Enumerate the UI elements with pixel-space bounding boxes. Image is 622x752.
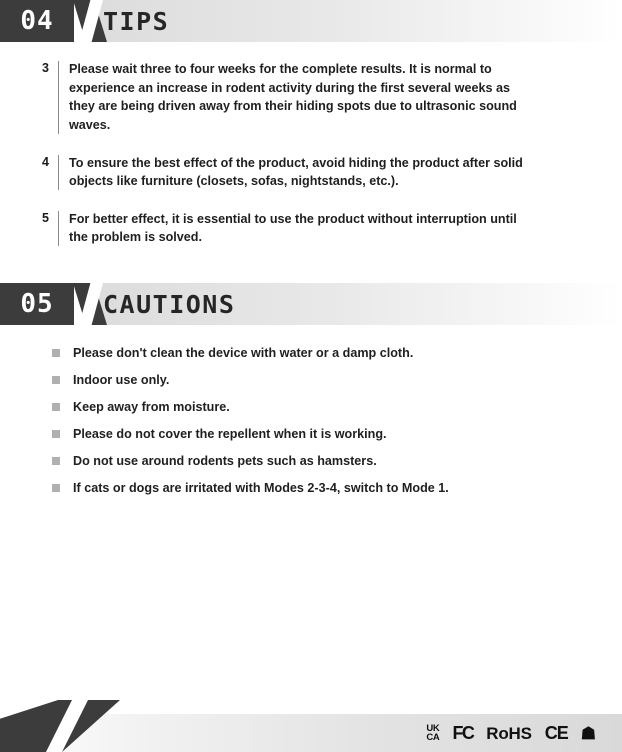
square-bullet-icon	[52, 457, 60, 465]
list-item-text: Do not use around rodents pets such as hamsters.	[73, 454, 377, 468]
section-number-04: 04	[0, 0, 74, 42]
square-bullet-icon	[52, 376, 60, 384]
list-item	[52, 480, 588, 497]
square-bullet-icon	[52, 430, 60, 438]
list-item-text: Please do not cover the repellent when it is working.	[73, 427, 387, 441]
cautions-list	[0, 325, 622, 513]
list-item-rule	[58, 211, 59, 246]
section-number-05: 05	[0, 283, 74, 325]
square-bullet-icon	[52, 349, 60, 357]
page-footer	[0, 700, 622, 752]
tips-list	[0, 42, 622, 253]
section-header-cautions	[0, 283, 622, 325]
list-item-text: For better effect, it is essential to use the product without interruption until the problem is solved.	[69, 211, 517, 245]
section-title-tips: TIPS	[103, 6, 170, 36]
list-item-rule	[58, 61, 59, 134]
list-item	[32, 210, 588, 247]
ukca-icon	[426, 724, 439, 743]
section-title-cautions: CAUTIONS	[103, 289, 236, 319]
list-item-text: To ensure the best effect of the product, avoid hiding the product after solid objects like furniture (closets, sofas, nightstands, etc.).	[69, 155, 523, 189]
list-item-text: Please don't clean the device with water or a damp cloth.	[73, 346, 414, 360]
list-item-text: Please wait three to four weeks for the complete results. It is normal to experience an increase in rodent activity during the first several weeks as they are being driven away from their hiding spots due to ultrasonic sound waves.	[69, 62, 517, 132]
list-item	[52, 345, 588, 362]
square-bullet-icon	[52, 403, 60, 411]
list-item-rule	[58, 155, 59, 190]
certification-marks	[426, 724, 596, 743]
ukca-line1: UK	[426, 722, 440, 734]
weee-bin-icon: ☗	[580, 723, 596, 743]
list-item-text: Keep away from moisture.	[73, 400, 230, 414]
fcc-icon: FC	[452, 723, 474, 744]
section-header-body	[85, 283, 622, 325]
list-item	[32, 154, 588, 191]
ce-icon: CE	[544, 723, 568, 744]
list-item	[32, 60, 588, 135]
list-item	[52, 426, 588, 443]
ukca-line2: CA	[426, 732, 440, 744]
list-item	[52, 399, 588, 416]
list-item-text: If cats or dogs are irritated with Modes 2-3-4, switch to Mode 1.	[73, 481, 449, 495]
list-item-number: 3	[42, 61, 49, 75]
list-item	[52, 453, 588, 470]
section-header-tips	[0, 0, 622, 42]
list-item-text: Indoor use only.	[73, 373, 170, 387]
square-bullet-icon	[52, 484, 60, 492]
rohs-icon: RoHS	[486, 723, 532, 743]
list-item-number: 4	[42, 154, 49, 169]
list-item-number: 5	[42, 210, 49, 225]
list-item	[52, 372, 588, 389]
section-header-body	[85, 0, 622, 42]
